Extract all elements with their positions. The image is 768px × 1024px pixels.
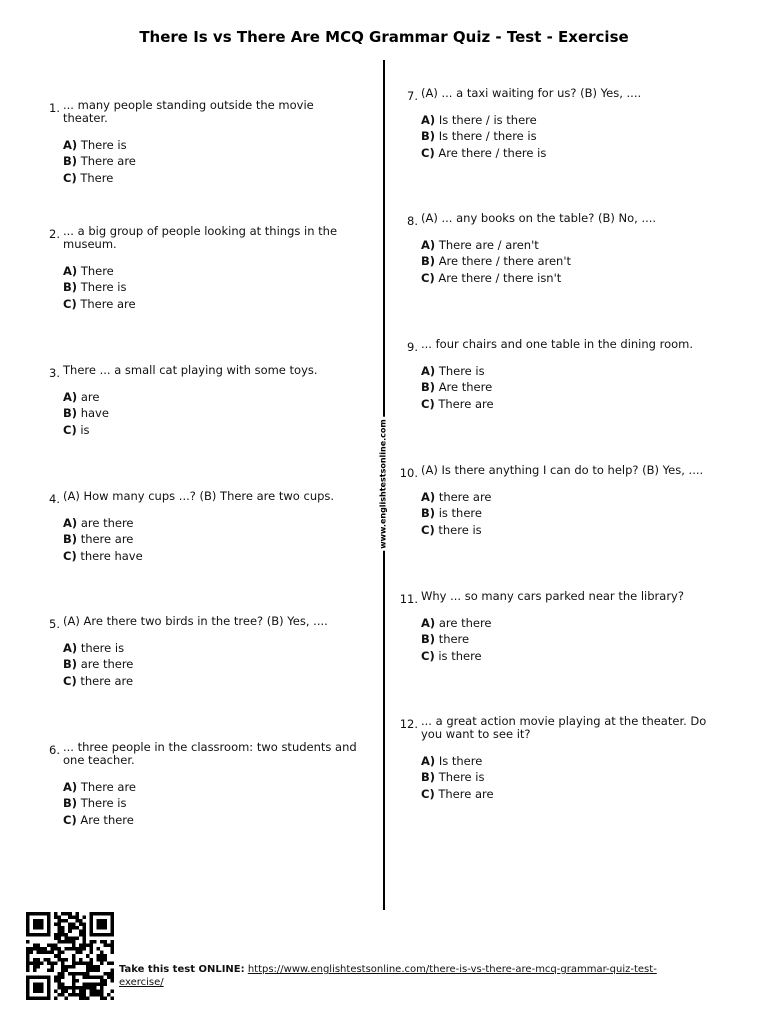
option-c[interactable] (421, 648, 716, 664)
option-text: there are (80, 673, 134, 688)
option-text: There are (438, 786, 494, 801)
question-number: 8. (407, 214, 418, 228)
page-title: There Is vs There Are MCQ Grammar Quiz - Test - Exercise (139, 28, 629, 46)
option-a[interactable] (421, 753, 716, 769)
option-label: B) (63, 657, 78, 672)
option-text: are there (80, 516, 134, 530)
option-c[interactable] (421, 786, 716, 802)
option-label: A) (63, 516, 78, 530)
question-7 (396, 87, 716, 161)
option-c[interactable] (421, 522, 716, 538)
option-a[interactable] (63, 779, 358, 795)
option-b[interactable] (421, 253, 716, 269)
option-text: there (438, 632, 470, 647)
option-label: B) (421, 129, 436, 144)
option-label: A) (421, 490, 436, 504)
question-number: 1. (49, 101, 60, 115)
option-c[interactable] (63, 296, 358, 312)
option-label: B) (63, 406, 78, 421)
option-c[interactable] (421, 270, 716, 286)
option-label: C) (63, 422, 77, 437)
question-number: 11. (399, 592, 418, 606)
option-text: There is (80, 280, 127, 295)
option-text: There are (80, 154, 136, 169)
option-b[interactable] (63, 656, 358, 672)
option-b[interactable] (63, 279, 358, 295)
option-a[interactable] (63, 640, 358, 656)
option-text: are there (80, 657, 134, 672)
option-text: Are there (80, 812, 134, 827)
question-number: 9. (407, 340, 418, 354)
question-8 (396, 212, 716, 286)
option-text: There (80, 170, 114, 185)
option-text: Is there / is there (438, 113, 537, 127)
option-label: C) (421, 396, 435, 411)
option-text: There are (80, 296, 136, 311)
option-text: There are (80, 780, 137, 794)
option-text: Is there / there is (438, 129, 537, 144)
option-text: Are there / there is (438, 145, 547, 160)
option-b[interactable] (63, 153, 358, 169)
question-text: (A) ... any books on the table? (B) No, .... (421, 211, 657, 225)
question-4 (38, 490, 358, 564)
option-label: A) (421, 113, 436, 127)
question-1 (38, 99, 358, 186)
option-label: B) (63, 154, 78, 169)
option-text: is there (438, 506, 482, 521)
option-b[interactable] (421, 631, 716, 647)
option-label: B) (63, 532, 78, 547)
option-label: C) (63, 673, 77, 688)
question-number: 12. (399, 717, 418, 731)
question-11 (396, 590, 716, 664)
question-3 (38, 364, 358, 438)
option-label: C) (421, 145, 435, 160)
question-text: (A) ... a taxi waiting for us? (B) Yes, .... (421, 86, 642, 100)
question-text: ... four chairs and one table in the dining room. (421, 337, 694, 351)
option-text: There are / aren't (438, 238, 539, 252)
question-text: (A) How many cups ...? (B) There are two cups. (63, 489, 335, 503)
option-label: C) (421, 786, 435, 801)
qr-code-icon[interactable] (24, 912, 116, 1000)
option-label: B) (421, 632, 436, 647)
option-label: B) (421, 506, 436, 521)
question-number: 10. (399, 466, 418, 480)
option-text: There (80, 264, 114, 278)
option-label: A) (63, 264, 78, 278)
option-b[interactable] (63, 795, 358, 811)
option-text: there have (80, 548, 143, 563)
option-a[interactable] (63, 515, 358, 531)
question-6 (38, 741, 358, 828)
question-number: 3. (49, 366, 60, 380)
option-b[interactable] (63, 405, 358, 421)
option-b[interactable] (421, 769, 716, 785)
option-text: is (80, 422, 90, 437)
option-b[interactable] (421, 505, 716, 521)
question-text: Why ... so many cars parked near the library? (421, 589, 684, 603)
option-c[interactable] (63, 170, 358, 186)
option-label: A) (421, 616, 436, 630)
option-label: C) (421, 522, 435, 537)
option-label: B) (63, 796, 78, 811)
option-label: A) (421, 364, 436, 378)
option-text: is there (438, 648, 482, 663)
option-c[interactable] (63, 422, 358, 438)
footer-label: Take this test ONLINE: (119, 964, 245, 975)
question-number: 7. (407, 89, 418, 103)
question-text: There ... a small cat playing with some toys. (63, 363, 318, 377)
option-label: C) (63, 548, 77, 563)
option-label: B) (421, 254, 436, 269)
footer (119, 964, 679, 989)
option-label: B) (421, 770, 436, 785)
question-text: ... a big group of people looking at things in the museum. (63, 224, 338, 251)
option-text: There are (438, 396, 494, 411)
option-text: Are there / there aren't (438, 254, 572, 269)
option-text: There is (438, 364, 485, 378)
question-12 (396, 715, 716, 802)
option-text: are (80, 390, 100, 404)
question-text: (A) Are there two birds in the tree? (B) Yes, .... (63, 614, 328, 628)
option-text: are there (438, 616, 492, 630)
option-label: C) (421, 648, 435, 663)
option-b[interactable] (421, 379, 716, 395)
test-online-link[interactable]: https://www.englishtestsonline.com/there-is-vs-there-are-mcq-grammar-quiz-test-exercise/ (119, 964, 657, 988)
question-10 (396, 464, 716, 538)
question-5 (38, 615, 358, 689)
option-label: C) (63, 296, 77, 311)
option-a[interactable] (421, 363, 716, 379)
question-9 (396, 338, 716, 412)
question-number: 5. (49, 617, 60, 631)
option-a[interactable] (421, 615, 716, 631)
option-label: A) (421, 238, 436, 252)
option-text: Are there (438, 380, 493, 395)
option-text: Are there / there isn't (438, 270, 562, 285)
option-c[interactable] (421, 145, 716, 161)
option-text: there are (438, 490, 492, 504)
option-label: A) (63, 138, 78, 152)
question-2 (38, 225, 358, 312)
question-number: 6. (49, 743, 60, 757)
option-a[interactable] (421, 112, 716, 128)
option-label: B) (63, 280, 78, 295)
option-label: A) (63, 641, 78, 655)
question-text: (A) Is there anything I can do to help? (B) Yes, .... (421, 463, 704, 477)
option-text: Is there (438, 754, 483, 768)
option-a[interactable] (63, 263, 358, 279)
question-number: 2. (49, 227, 60, 241)
question-number: 4. (49, 492, 60, 506)
option-label: A) (63, 390, 78, 404)
option-text: there is (438, 522, 482, 537)
option-c[interactable] (63, 673, 358, 689)
option-label: B) (421, 380, 436, 395)
option-label: C) (63, 812, 77, 827)
option-text: There is (438, 770, 485, 785)
option-a[interactable] (63, 137, 358, 153)
option-text: There is (80, 138, 127, 152)
option-text: there are (80, 532, 134, 547)
option-label: C) (421, 270, 435, 285)
option-text: There is (80, 796, 127, 811)
option-b[interactable] (421, 128, 716, 144)
option-label: A) (421, 754, 436, 768)
option-c[interactable] (421, 396, 716, 412)
option-label: C) (63, 170, 77, 185)
side-watermark-url: www.englishtestsonline.com (378, 419, 388, 549)
option-label: A) (63, 780, 78, 794)
option-a[interactable] (421, 489, 716, 505)
option-a[interactable] (421, 237, 716, 253)
option-text: there is (80, 641, 125, 655)
option-c[interactable] (63, 812, 358, 828)
question-text: ... many people standing outside the movie theater. (63, 98, 314, 125)
question-text: ... three people in the classroom: two students and one teacher. (63, 740, 357, 767)
option-c[interactable] (63, 548, 358, 564)
option-b[interactable] (63, 531, 358, 547)
question-text: ... a great action movie playing at the theater. Do you want to see it? (421, 714, 707, 741)
option-a[interactable] (63, 389, 358, 405)
option-text: have (80, 406, 109, 421)
